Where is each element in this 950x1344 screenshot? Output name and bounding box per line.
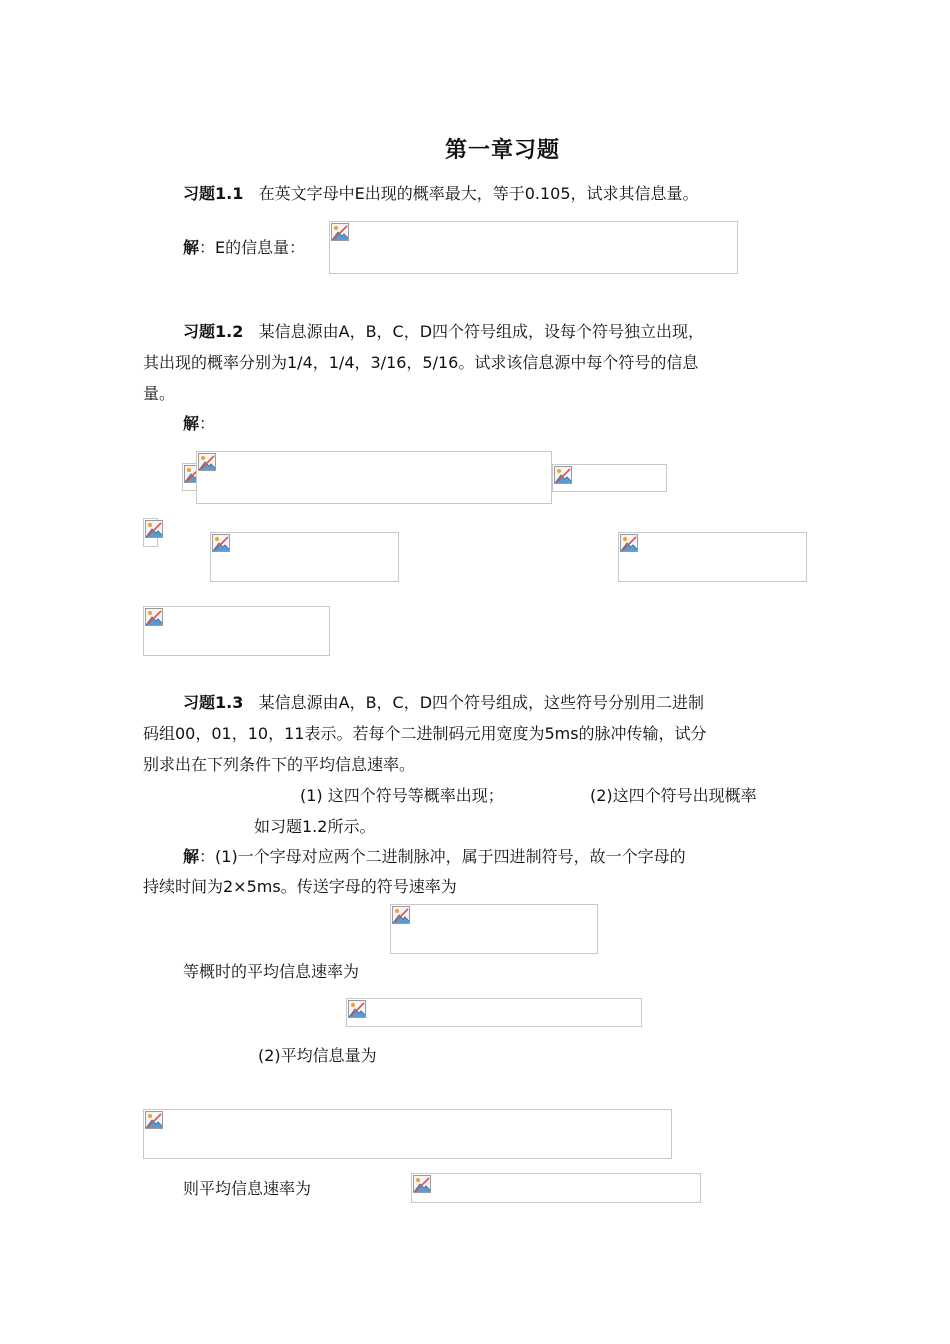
- broken-image-icon: [620, 534, 638, 552]
- equation-image: [210, 532, 399, 582]
- final-rate-text: 则平均信息速率为: [183, 1179, 312, 1198]
- solution-colon: ：: [199, 414, 216, 433]
- equation-image: [390, 904, 598, 954]
- page-title: 第一章习题: [444, 137, 560, 163]
- equation-image: [143, 1109, 672, 1159]
- problem-text: 在英文字母中E出现的概率最大，等于0.105，试求其信息量。: [258, 184, 699, 203]
- equal-prob-rate-text: 等概时的平均信息速率为: [183, 962, 360, 981]
- solution-label: 解: [183, 414, 200, 433]
- condition-2-cont: 如习题1.2所示。: [254, 817, 376, 836]
- broken-image-icon: [392, 906, 410, 924]
- broken-image-icon: [554, 466, 572, 484]
- solution-label: 解: [183, 847, 200, 866]
- problem-label: 习题1.1: [183, 184, 244, 203]
- solution-text-line: 持续时间为2×5ms。传送字母的符号速率为: [143, 877, 457, 896]
- solution-text: ：E的信息量：: [199, 238, 306, 257]
- broken-image-icon: [145, 520, 163, 538]
- broken-image-icon: [145, 1111, 163, 1129]
- part-2-text: (2)平均信息量为: [258, 1046, 377, 1065]
- equation-image: [143, 606, 330, 656]
- equation-image: [411, 1173, 701, 1203]
- problem-1-1: [183, 184, 699, 204]
- problem-1-3: [183, 693, 704, 713]
- equation-image: [196, 451, 552, 504]
- problem-label: 习题1.3: [183, 693, 244, 712]
- problem-label: 习题1.2: [183, 322, 244, 341]
- problem-text-line: 码组00，01，10，11表示。若每个二进制码元用宽度为5ms的脉冲传输，试分: [143, 724, 707, 743]
- broken-image-icon: [348, 1000, 366, 1018]
- equation-image: [346, 998, 642, 1027]
- solution-1-2: [183, 414, 215, 434]
- equation-image: [552, 464, 667, 492]
- problem-text: 某信息源由A，B，C，D四个符号组成，设每个符号独立出现，: [258, 322, 705, 341]
- equation-image: [329, 221, 738, 274]
- condition-1: (1) 这四个符号等概率出现；: [300, 786, 504, 805]
- problem-1-2: [183, 322, 704, 342]
- condition-2: (2)这四个符号出现概率: [590, 786, 757, 805]
- solution-1-3: [183, 847, 686, 867]
- equation-image: [143, 518, 158, 547]
- solution-1-1: [183, 238, 305, 258]
- broken-image-icon: [413, 1175, 431, 1193]
- problem-text: 某信息源由A，B，C，D四个符号组成，这些符号分别用二进制: [258, 693, 705, 712]
- problem-text-line: 量。: [143, 384, 176, 403]
- problem-text-line: 其出现的概率分别为1/4，1/4，3/16，5/16。试求该信息源中每个符号的信息: [143, 353, 699, 372]
- solution-text: ：(1)一个字母对应两个二进制脉冲，属于四进制符号，故一个字母的: [199, 847, 686, 866]
- problem-text-line: 别求出在下列条件下的平均信息速率。: [143, 755, 416, 774]
- broken-image-icon: [198, 453, 216, 471]
- solution-label: 解: [183, 238, 200, 257]
- broken-image-icon: [331, 223, 349, 241]
- broken-image-icon: [145, 608, 163, 626]
- equation-image: [618, 532, 807, 582]
- broken-image-icon: [212, 534, 230, 552]
